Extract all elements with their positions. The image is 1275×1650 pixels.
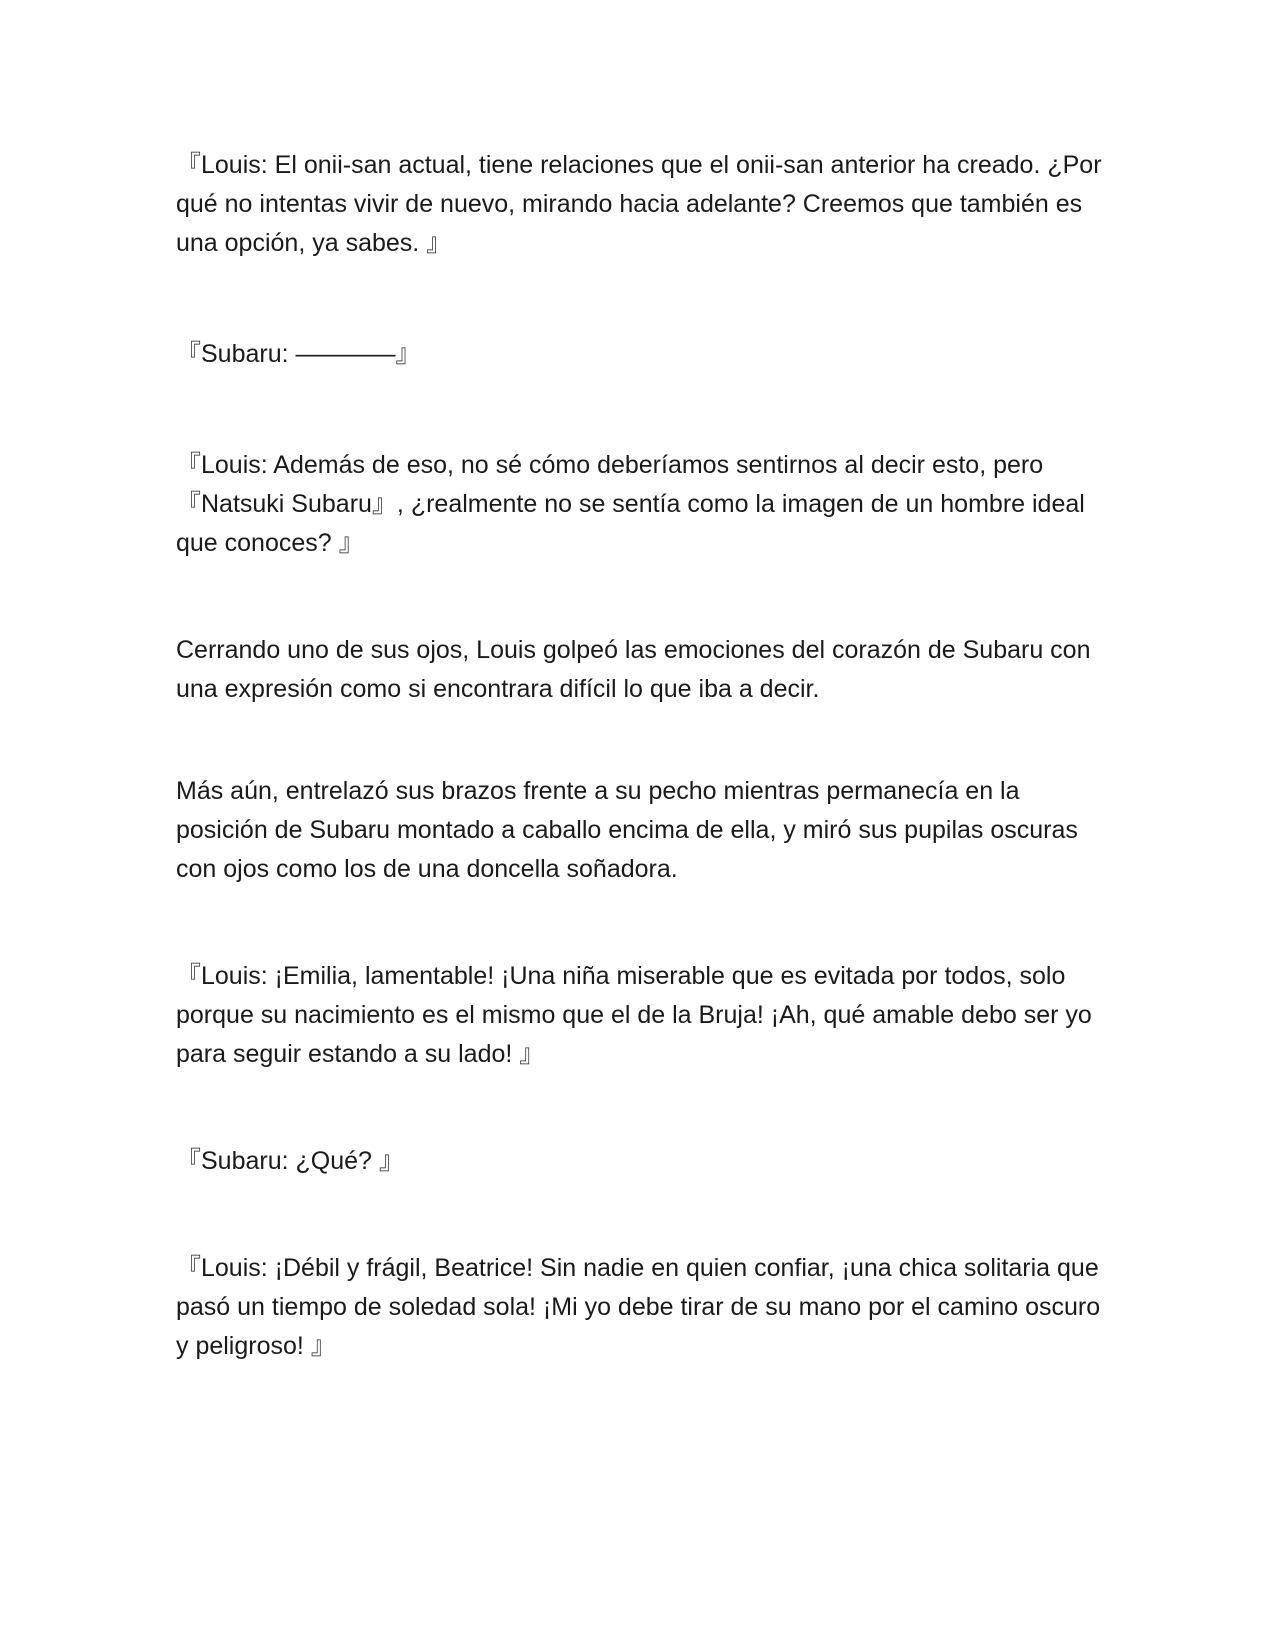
paragraph-narration-2: Más aún, entrelazó sus brazos frente a su pecho mientras permanecía en la posición de Subaru montado a caballo encima de ella, y miró sus pupilas oscuras con ojos como los de una doncella soñadora. bbox=[176, 777, 1078, 883]
paragraph-narration-1: Cerrando uno de sus ojos, Louis golpeó las emociones del corazón de Subaru con una expresión como si encontrara difícil lo que iba a decir. bbox=[176, 636, 1091, 703]
document-body bbox=[176, 146, 1106, 1366]
paragraph-louis-2: 『Louis: Además de eso, no sé cómo deberíamos sentirnos al decir esto, pero 『Natsuki Subaru』, ¿realmente no se sentía como la imagen de un hombre ideal que conoces? 』 bbox=[176, 451, 1085, 557]
paragraph-subaru-1: 『Subaru: ————』 bbox=[176, 340, 421, 368]
paragraph-louis-3: 『Louis: ¡Emilia, lamentable! ¡Una niña miserable que es evitada por todos, solo porque su nacimiento es el mismo que el de la Bruja! ¡Ah, qué amable debo ser yo para seguir estando a su lado! 』 bbox=[176, 962, 1092, 1068]
paragraph-louis-4: 『Louis: ¡Débil y frágil, Beatrice! Sin nadie en quien confiar, ¡una chica solitaria que pasó un tiempo de soledad sola! ¡Mi yo debe tirar de su mano por el camino oscuro y peligroso! 』 bbox=[176, 1254, 1101, 1360]
paragraph-louis-1: 『Louis: El onii-san actual, tiene relaciones que el onii-san anterior ha creado. ¿Por qué no intentas vivir de nuevo, mirando hacia adelante? Creemos que también es una opción, ya sabes. 』 bbox=[176, 151, 1102, 257]
paragraph-subaru-2: 『Subaru: ¿Qué? 』 bbox=[176, 1147, 404, 1175]
